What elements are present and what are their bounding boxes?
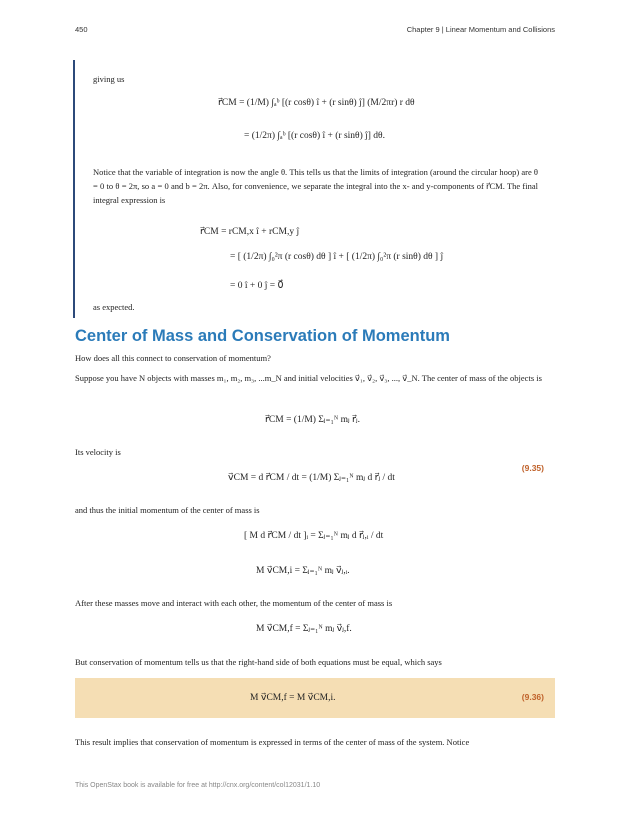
footer-link[interactable]: This OpenStax book is available for free at http://cnx.org/content/col12031/1.10 xyxy=(75,782,321,789)
equation-center-of-mass: r⃗CM = (1/M) Σⱼ₌₁ᴺ mⱼ r⃗ⱼ. xyxy=(265,415,360,425)
equation-number-9-35: (9.35) xyxy=(521,463,544,473)
equation-initial-momentum-2: M v⃗CM,i = Σⱼ₌₁ᴺ mⱼ v⃗ⱼ,ᵢ. xyxy=(256,566,350,576)
text-giving-us: giving us xyxy=(93,74,125,84)
text-as-expected: as expected. xyxy=(93,302,135,312)
equation-final-integral-3: = 0 î + 0 ĵ = 0⃗ xyxy=(230,281,284,291)
equation-final-integral-1: r⃗CM = rCM,x î + rCM,y ĵ xyxy=(200,227,300,237)
page-number: 450 xyxy=(75,25,88,34)
text-thus: and thus the initial momentum of the center of mass is xyxy=(75,505,260,515)
section-title: Center of Mass and Conservation of Momentum xyxy=(75,327,450,345)
equation-final-momentum: M v⃗CM,f = Σⱼ₌₁ᴺ mⱼ v⃗ⱼ,f. xyxy=(256,624,352,634)
equation-9-36: M v⃗CM,f = M v⃗CM,i. xyxy=(250,693,336,703)
text-result: This result implies that conservation of momentum is expressed in terms of the center of mass of the system. Notice xyxy=(75,737,470,747)
equation-number-9-36: (9.36) xyxy=(521,692,544,702)
equation-initial-momentum-1: [ M d r⃗CM / dt ]ᵢ = Σⱼ₌₁ᴺ mⱼ d r⃗ⱼ,ᵢ / dt xyxy=(244,531,384,541)
text-its-velocity: Its velocity is xyxy=(75,447,121,457)
text-notice: Notice that the variable of integration is now the angle θ. This tells us that the limits of integration (around the circular hoop) are θ = 0 to θ = 2π, so a = 0 and b = 2π. Also, for convenience, we separate the integral into the x- and y-components of r⃗CM. The final integral expression is xyxy=(93,167,538,205)
text-after: After these masses move and interact with each other, the momentum of the center of mass is xyxy=(75,598,393,608)
text-but: But conservation of momentum tells us that the right-hand side of both equations must be equal, which says xyxy=(75,657,442,667)
equation-cm-integral-2: = (1/2π) ∫ₐᵇ [(r cosθ) î + (r sinθ) ĵ] dθ. xyxy=(244,131,385,141)
equation-final-integral-2: = [ (1/2π) ∫₀²π (r cosθ) dθ ] î + [ (1/2π) ∫₀²π (r sinθ) dθ ] ĵ xyxy=(230,252,444,262)
equation-9-35: v⃗CM = d r⃗CM / dt = (1/M) Σⱼ₌₁ᴺ mⱼ d r⃗ⱼ / dt xyxy=(228,473,395,483)
equation-cm-integral-1: r⃗CM = (1/M) ∫ₐᵇ [(r cosθ) î + (r sinθ) ĵ] (M/2πr) r dθ xyxy=(218,98,415,108)
text-suppose: Suppose you have N objects with masses m₁, m₂, m₃, ...m_N and initial velocities v⃗₁, v⃗₂, v⃗₃, ..., v⃗_N. The center of mass of the objects is xyxy=(75,373,542,383)
chapter-header: Chapter 9 | Linear Momentum and Collisions xyxy=(406,25,555,34)
example-sidebar-rule xyxy=(73,60,75,318)
text-how-does: How does all this connect to conservation of momentum? xyxy=(75,353,271,363)
